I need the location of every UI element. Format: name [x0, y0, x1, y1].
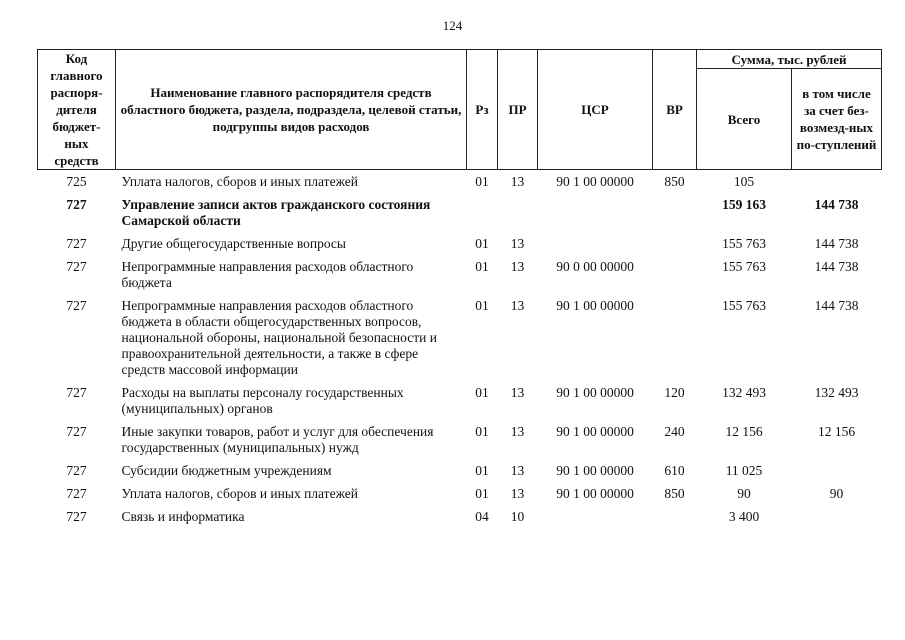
cell-pr: 13 [510, 463, 525, 478]
cell-name: Непрограммные направления расходов областного бюджета в области общегосударственных вопросов, национальной обороны, национальной безопасности и правоохранительной деятельности, а также в сфере средств массовой информации [121, 298, 437, 377]
cell-total: 155 763 [722, 298, 766, 313]
table-row [38, 255, 882, 294]
cell-incl: 144 738 [814, 236, 859, 251]
cell-pr: 13 [510, 385, 525, 400]
cell-incl [792, 459, 882, 482]
cell-name: Непрограммные направления расходов областного бюджета [121, 259, 414, 290]
cell-code: 727 [66, 385, 87, 400]
header-incl: в том числе за счет без-возмезд-ных по-ступлений [792, 69, 882, 170]
header-csr: ЦСР [538, 50, 653, 170]
cell-name: Управление записи актов гражданского состояния Самарской области [121, 197, 431, 228]
cell-total: 3 400 [728, 509, 760, 524]
cell-incl: 12 156 [817, 424, 856, 439]
cell-code: 725 [66, 174, 87, 189]
table-row [38, 420, 882, 459]
cell-csr [538, 193, 653, 232]
table-row [38, 482, 882, 505]
cell-name: Уплата налогов, сборов и иных платежей [121, 486, 358, 501]
header-name: Наименование главного распорядителя средств областного бюджета, раздела, подраздела, целевой статьи, подгруппы видов расходов [116, 50, 467, 170]
cell-code: 727 [66, 236, 87, 251]
cell-total: 12 156 [725, 424, 763, 439]
cell-vr [653, 294, 697, 381]
header-sum: Сумма, тыс. рублей [697, 50, 882, 69]
cell-total: 132 493 [722, 385, 766, 400]
table-row [38, 459, 882, 482]
cell-pr [498, 193, 538, 232]
cell-code: 727 [66, 259, 87, 274]
cell-incl: 144 738 [814, 197, 859, 212]
cell-code: 727 [66, 298, 87, 313]
table-header [38, 50, 882, 170]
table-body [38, 170, 882, 529]
cell-csr [538, 505, 653, 528]
header-pr: ПР [498, 50, 538, 170]
cell-incl: 132 493 [814, 385, 859, 400]
cell-rz [467, 193, 498, 232]
cell-rz: 01 [475, 385, 489, 400]
cell-incl: 90 [829, 486, 844, 501]
cell-pr: 13 [510, 486, 525, 501]
cell-pr: 10 [510, 509, 525, 524]
cell-vr: 850 [664, 174, 685, 189]
cell-rz: 01 [475, 174, 489, 189]
table-row [38, 505, 882, 528]
cell-incl [792, 170, 882, 194]
cell-code: 727 [66, 197, 87, 212]
table-row [38, 381, 882, 420]
cell-vr: 120 [664, 385, 685, 400]
cell-rz: 01 [475, 259, 489, 274]
cell-csr: 90 1 00 00000 [556, 463, 634, 478]
cell-code: 727 [66, 486, 87, 501]
header-rz: Рз [467, 50, 498, 170]
cell-name: Связь и информатика [121, 509, 245, 524]
cell-csr: 90 1 00 00000 [556, 174, 634, 189]
cell-code: 727 [66, 424, 87, 439]
cell-rz: 01 [475, 298, 489, 313]
cell-vr [653, 255, 697, 294]
cell-vr: 850 [664, 486, 685, 501]
header-total: Всего [697, 69, 792, 170]
cell-name: Расходы на выплаты персоналу государственных (муниципальных) органов [121, 385, 404, 416]
cell-incl [792, 505, 882, 528]
cell-rz: 01 [475, 424, 489, 439]
cell-name: Субсидии бюджетным учреждениям [121, 463, 332, 478]
cell-vr [653, 193, 697, 232]
table-row [38, 170, 882, 194]
cell-pr: 13 [510, 298, 525, 313]
cell-name: Уплата налогов, сборов и иных платежей [121, 174, 358, 189]
cell-rz: 01 [475, 236, 489, 251]
cell-pr: 13 [510, 236, 525, 251]
cell-pr: 13 [510, 259, 525, 274]
cell-total: 90 [737, 486, 751, 501]
cell-incl: 144 738 [814, 259, 859, 274]
cell-total: 155 763 [722, 236, 766, 251]
cell-pr: 13 [510, 424, 525, 439]
cell-csr [538, 232, 653, 255]
cell-total: 159 163 [722, 197, 766, 212]
table-row [38, 232, 882, 255]
cell-code: 727 [66, 463, 87, 478]
cell-csr: 90 1 00 00000 [556, 486, 634, 501]
cell-total: 105 [733, 174, 755, 189]
cell-vr: 240 [664, 424, 685, 439]
table-row [38, 193, 882, 232]
cell-pr: 13 [510, 174, 525, 189]
cell-name: Другие общегосударственные вопросы [121, 236, 346, 251]
cell-incl: 144 738 [814, 298, 859, 313]
cell-total: 155 763 [722, 259, 766, 274]
budget-table [37, 49, 882, 528]
cell-csr: 90 1 00 00000 [556, 298, 634, 313]
cell-rz: 01 [475, 463, 489, 478]
cell-csr: 90 1 00 00000 [556, 385, 634, 400]
cell-rz: 01 [475, 486, 489, 501]
page-number: 124 [442, 18, 463, 33]
header-vr: ВР [653, 50, 697, 170]
cell-code: 727 [66, 509, 87, 524]
cell-rz: 04 [475, 509, 489, 524]
cell-vr [653, 505, 697, 528]
table-row [38, 294, 882, 381]
cell-total: 11 025 [725, 463, 763, 478]
cell-name: Иные закупки товаров, работ и услуг для обеспечения государственных (муниципальных) нужд [121, 424, 434, 455]
cell-vr: 610 [664, 463, 685, 478]
cell-csr: 90 1 00 00000 [556, 424, 634, 439]
header-code: Код главного распоря-дителя бюджет-ных средств [38, 50, 116, 170]
cell-csr: 90 0 00 00000 [556, 259, 634, 274]
cell-vr [653, 232, 697, 255]
